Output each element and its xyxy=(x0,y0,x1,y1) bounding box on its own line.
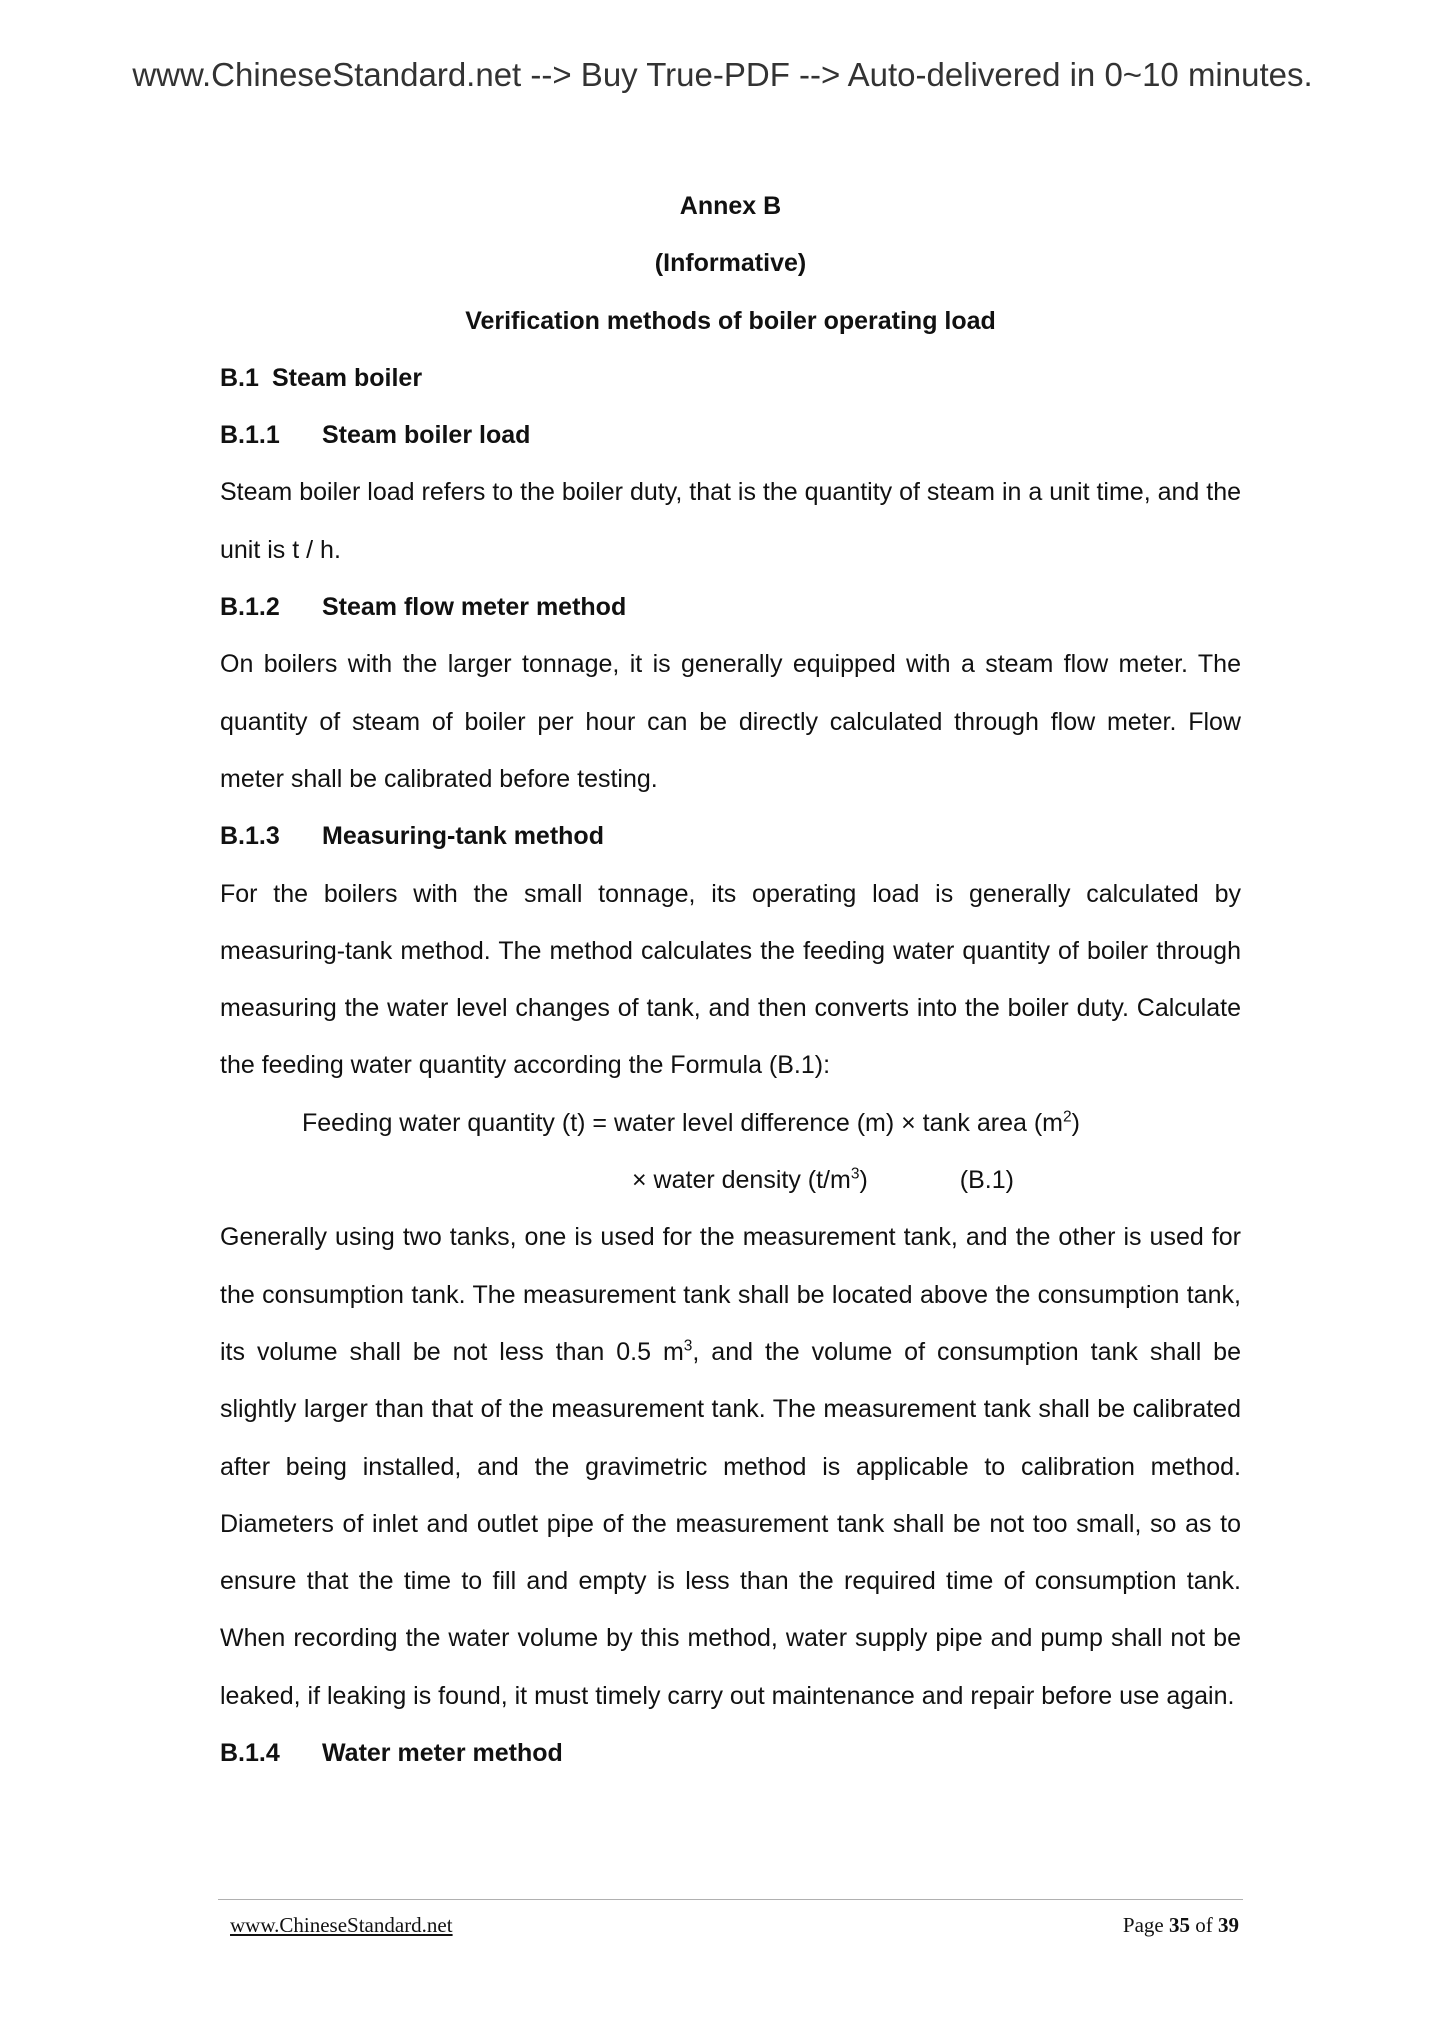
section-b1-title: Steam boiler xyxy=(272,363,423,392)
section-b13-heading xyxy=(220,808,1241,865)
section-b13-paragraph-2 xyxy=(220,1209,1241,1725)
formula-line-2-end: ) xyxy=(859,1166,868,1195)
formula-line-1-end: ) xyxy=(1071,1108,1080,1137)
section-b12-title: Steam flow meter method xyxy=(322,593,627,622)
formula-number: (B.1) xyxy=(959,1166,1014,1195)
section-b14-heading xyxy=(220,1725,1241,1782)
section-b14-title: Water meter method xyxy=(322,1739,563,1768)
section-b13-paragraph-1: For the boilers with the small tonnage, its operating load is generally calculated by measuring-tank method. The method calculates the feeding water quantity of boiler through measuring the water level changes of tank, and then converts into the boiler duty. Calculate the feeding water quantity according the Formula (B.1): xyxy=(220,879,1241,1080)
footer-divider xyxy=(218,1899,1243,1900)
formula-line-1 xyxy=(220,1095,1241,1152)
formula-line-1-text: Feeding water quantity (t) = water level difference (m) × tank area (m xyxy=(302,1108,1063,1137)
section-b12-number: B.1.2 xyxy=(220,593,280,622)
section-b13-paragraph-2-part-a: Generally using two tanks, one is used for the measurement tank, and the other is used for the consumption tank. The measurement tank shall be located above the consumption tank, its volume shall be not less than 0.5 m xyxy=(220,1223,1241,1366)
section-b14-number: B.1.4 xyxy=(220,1739,280,1768)
document-body xyxy=(220,178,1241,1782)
formula-line-2-text: × water density (t/m xyxy=(632,1166,851,1195)
section-b13-paragraph-2-part-b: , and the volume of consumption tank shall be slightly larger than that of the measurement tank. The measurement tank shall be calibrated after being installed, and the gravimetric method is applicable to calibration method. Diameters of inlet and outlet pipe of the measurement tank shall be not too small, so as to ensure that the time to fill and empty is less than the required time of consumption tank. When recording the water volume by this method, water supply pipe and pump shall not be leaked, if leaking is found, it must timely carry out maintenance and repair before use again. xyxy=(220,1337,1241,1710)
formula-line-2-superscript: 3 xyxy=(850,1165,860,1183)
section-b11-number: B.1.1 xyxy=(220,421,280,450)
annex-subtitle: Verification methods of boiler operating load xyxy=(465,306,996,335)
section-b1-number: B.1 xyxy=(220,363,259,392)
annex-title: Annex B xyxy=(679,192,782,220)
formula-line-1-superscript: 2 xyxy=(1063,1108,1072,1126)
footer-page-total: 39 xyxy=(1218,1913,1239,1937)
footer-site-link[interactable]: www.ChineseStandard.net xyxy=(230,1913,453,1937)
section-b13-paragraph-2-superscript: 3 xyxy=(683,1337,693,1355)
section-b12-paragraph: On boilers with the larger tonnage, it is generally equipped with a steam flow meter. The quantity of steam of boiler per hour can be directly calculated through flow meter. Flow meter shall be calibrated before testing. xyxy=(220,650,1241,793)
section-b11-heading xyxy=(220,407,1241,464)
top-banner: www.ChineseStandard.net --> Buy True-PDF --> Auto-delivered in 0~10 minutes. xyxy=(132,56,1313,93)
section-b1-heading xyxy=(220,350,1241,407)
section-b12-heading xyxy=(220,579,1241,636)
footer-page-number xyxy=(1123,1913,1239,1938)
annex-type: (Informative) xyxy=(654,249,807,278)
formula-line-2 xyxy=(220,1152,1241,1209)
footer-page-current: 35 xyxy=(1169,1913,1190,1937)
section-b11-title: Steam boiler load xyxy=(322,421,531,450)
section-b13-number: B.1.3 xyxy=(220,822,280,851)
section-b13-title: Measuring-tank method xyxy=(322,822,604,851)
footer-page-of: of xyxy=(1195,1913,1213,1937)
footer-page-label: Page xyxy=(1122,1913,1164,1937)
section-b11-paragraph: Steam boiler load refers to the boiler duty, that is the quantity of steam in a unit time, and the unit is t / h. xyxy=(220,478,1241,564)
